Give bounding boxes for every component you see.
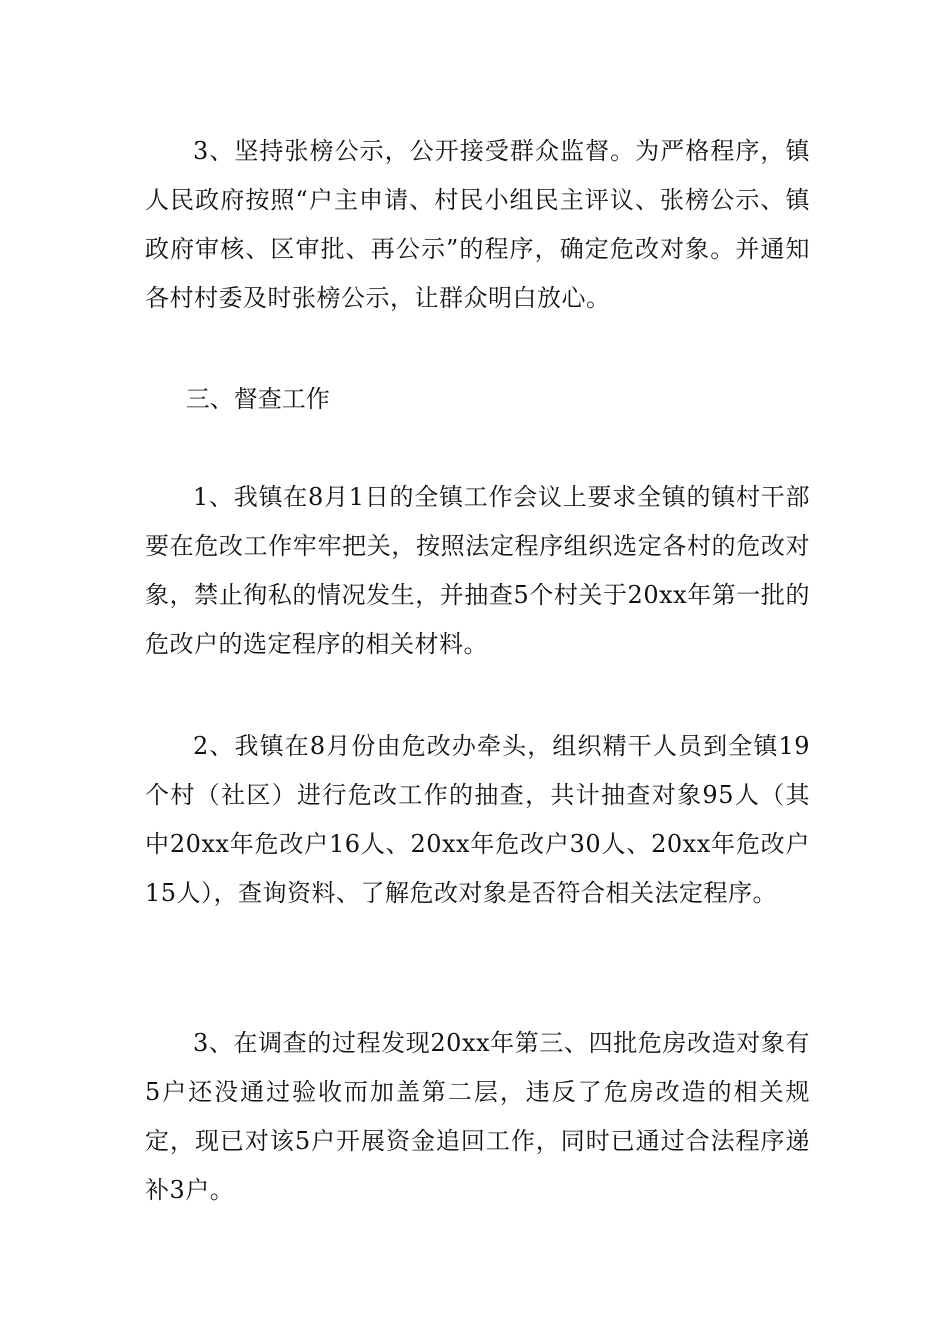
paragraph-findings: 3、在调查的过程发现20xx年第三、四批危房改造对象有5户还没通过验收而加盖第二层，违反了危房改造的相关规定，现已对该5户开展资金追回工作，同时已通过合法程序递补3户。	[145, 1029, 810, 1204]
paragraph-meeting: 1、我镇在8月1日的全镇工作会议上要求全镇的镇村干部要在危改工作牢牢把关，按照法定程序组织选定各村的危改对象，禁止徇私的情况发生，并抽查5个村关于20xx年第一批的危改户的选定程序的相关材料。	[145, 483, 810, 658]
paragraph-inspection: 2、我镇在8月份由危改办牵头，组织精干人员到全镇19个村（社区）进行危改工作的抽查，共计抽查对象95人（其中20xx年危改户16人、20xx年危改户30人、20xx年危改户15人），查询资料、了解危改对象是否符合相关法定程序。	[145, 732, 810, 907]
section-heading-supervision: 三、督查工作	[185, 385, 330, 413]
paragraph-publicity: 3、坚持张榜公示，公开接受群众监督。为严格程序，镇人民政府按照“户主申请、村民小组民主评议、张榜公示、镇政府审核、区审批、再公示”的程序，确定危改对象。并通知各村村委及时张榜公示，让群众明白放心。	[145, 137, 810, 312]
